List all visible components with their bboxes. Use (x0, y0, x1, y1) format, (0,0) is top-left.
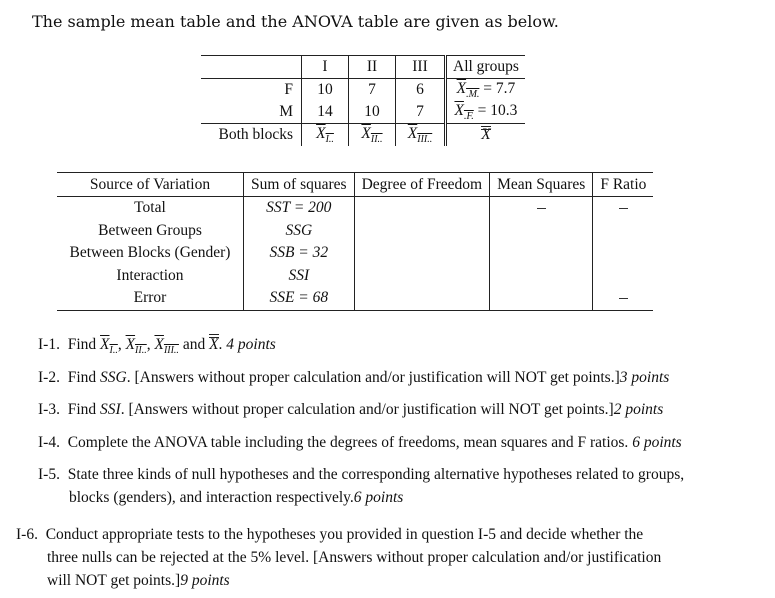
points-label: 9 points (180, 572, 230, 589)
cell-F-III: 6 (396, 79, 446, 102)
mean-subscript: II.. (135, 345, 147, 357)
ms-cell (490, 220, 593, 243)
df-cell (354, 287, 490, 310)
table-row (201, 124, 525, 147)
points-label: 4 points (226, 336, 276, 353)
question-I-3 (38, 399, 663, 421)
cell-M-III: 7 (396, 101, 446, 124)
mean-subscript: III.. (163, 345, 179, 357)
mean-symbol: $\overline{X}$ (454, 101, 464, 119)
question-text: and (178, 336, 210, 353)
question-I-2 (38, 367, 669, 389)
mean-subscript: II.. (370, 134, 383, 146)
f-cell (593, 220, 654, 243)
table-row (57, 265, 653, 288)
col-f-ratio: F Ratio (593, 173, 654, 197)
intro-text: The sample mean table and the ANOVA table are given as below. (32, 12, 559, 31)
question-text: Find (67, 369, 101, 386)
question-text: . (218, 336, 227, 353)
question-number: I-1. (38, 336, 60, 353)
question-text: . [Answers without proper calculation and/or justification will NOT get points.] (120, 401, 614, 418)
df-cell (354, 197, 490, 220)
question-text: will NOT get points.] (47, 572, 181, 589)
dash-mark (619, 298, 628, 299)
mean-symbol: $\overline{X}$ (125, 336, 136, 353)
question-I-6-cont2 (47, 570, 230, 592)
f-cell (593, 242, 654, 265)
table-row (201, 101, 525, 124)
mean-symbol: $\overline{X}$ (100, 336, 110, 353)
question-number: I-2. (38, 369, 60, 386)
col-degree-freedom: Degree of Freedom (354, 173, 490, 197)
df-cell (354, 265, 490, 288)
mean-subscript: .M. (466, 89, 480, 101)
source-cell: Interaction (116, 266, 184, 284)
mean-value: = 7.7 (479, 79, 516, 97)
f-cell (593, 197, 654, 220)
table-row (57, 287, 653, 310)
question-number: I-3. (38, 401, 60, 418)
question-text: . [Answers without proper calculation and/or justification will NOT get points.] (126, 369, 620, 386)
row-label-F: F (284, 81, 293, 98)
cell-M-I: 14 (302, 101, 349, 124)
col-mean-squares: Mean Squares (490, 173, 593, 197)
grand-mean-symbol: X (209, 334, 218, 356)
header-blank (201, 56, 302, 79)
variable-name: SSG (100, 369, 127, 386)
col-sum-squares: Sum of squares (244, 173, 355, 197)
dash-mark (619, 208, 628, 209)
table-row (57, 197, 653, 220)
question-text: Complete the ANOVA table including the degrees of freedoms, mean squares and F ratios. (67, 434, 633, 451)
points-label: 2 points (613, 401, 664, 418)
cell-both-I (302, 124, 349, 147)
ss-cell: SSI (244, 265, 355, 288)
question-I-6 (16, 524, 643, 546)
mean-symbol: $\overline{X}$ (361, 124, 371, 142)
question-I-6-cont1 (47, 547, 661, 569)
ms-cell (490, 287, 593, 310)
ms-cell (490, 265, 593, 288)
mean-symbol: $\overline{X}$ (316, 124, 326, 142)
anova-table (57, 172, 653, 311)
source-cell: Between Blocks (Gender) (69, 244, 231, 262)
grand-mean-symbol: X (481, 126, 491, 143)
points-label: 3 points (619, 369, 670, 386)
points-label: 6 points (632, 434, 682, 451)
f-cell (593, 265, 654, 288)
df-cell (354, 242, 490, 265)
mean-value: = 10.3 (473, 101, 518, 119)
ss-cell: SSE = 68 (244, 287, 355, 310)
cell-F-all (446, 79, 525, 102)
df-cell (354, 220, 490, 243)
header-II: II (349, 56, 396, 79)
header-III: III (396, 56, 446, 79)
table-row (201, 79, 525, 102)
table-header-row (57, 173, 653, 197)
mean-symbol: $\overline{X}$ (456, 79, 467, 97)
question-I-5 (38, 464, 684, 486)
question-number: I-6. (16, 526, 38, 543)
header-I: I (302, 56, 349, 79)
question-text: blocks (genders), and interaction respectively. (69, 489, 354, 506)
cell-both-III (396, 124, 446, 147)
mean-subscript: III.. (417, 134, 433, 146)
question-I-1: I-1. Find $\overline{X}_{I..}$, $\overline{X}_{II..}$, $\overline{X}_{III..}$ and X. 4 points (38, 336, 276, 357)
question-number: I-5. (38, 466, 60, 483)
cell-M-all (446, 101, 525, 124)
sample-mean-table (201, 55, 525, 146)
question-text: Conduct appropriate tests to the hypotheses you provided in question I-5 and decide whether the (45, 526, 644, 543)
cell-M-II: 10 (349, 101, 396, 124)
ss-cell: SSG (244, 220, 355, 243)
question-text: Find (67, 336, 101, 353)
table-row (201, 56, 525, 79)
col-source: Source of Variation (57, 173, 244, 197)
source-cell: Error (57, 287, 244, 310)
mean-symbol: $\overline{X}$ (407, 124, 418, 142)
cell-grand-mean (446, 124, 525, 147)
cell-both-II (349, 124, 396, 147)
mean-subscript: .F. (463, 111, 474, 123)
mean-subscript: I.. (325, 134, 334, 146)
header-all-groups: All groups (446, 56, 525, 79)
ss-cell: SSB = 32 (244, 242, 355, 265)
row-label-both: Both blocks (218, 126, 293, 143)
variable-name: SSI (100, 401, 121, 418)
cell-F-II: 7 (349, 79, 396, 102)
question-I-5-cont (69, 487, 403, 509)
source-cell: Total (134, 199, 166, 217)
question-text: State three kinds of null hypotheses and the corresponding alternative hypotheses related to groups, (67, 466, 685, 483)
mean-subscript: I.. (109, 345, 118, 357)
cell-F-I: 10 (302, 79, 349, 102)
points-label: 6 points (353, 489, 404, 506)
question-text: Find (67, 401, 101, 418)
dash-mark (537, 208, 546, 209)
source-cell: Between Groups (98, 221, 202, 239)
table-row (57, 220, 653, 243)
ss-cell: SST = 200 (244, 197, 355, 220)
f-cell (593, 287, 654, 310)
question-I-4 (38, 432, 682, 454)
ms-cell (490, 197, 593, 220)
mean-symbol: $\overline{X}$ (154, 336, 164, 353)
row-label-M: M (201, 101, 302, 124)
question-number: I-4. (38, 434, 60, 451)
table-row (57, 242, 653, 265)
ms-cell (490, 242, 593, 265)
question-text: three nulls can be rejected at the 5% level. [Answers without proper calculation and/or justification (47, 549, 662, 566)
